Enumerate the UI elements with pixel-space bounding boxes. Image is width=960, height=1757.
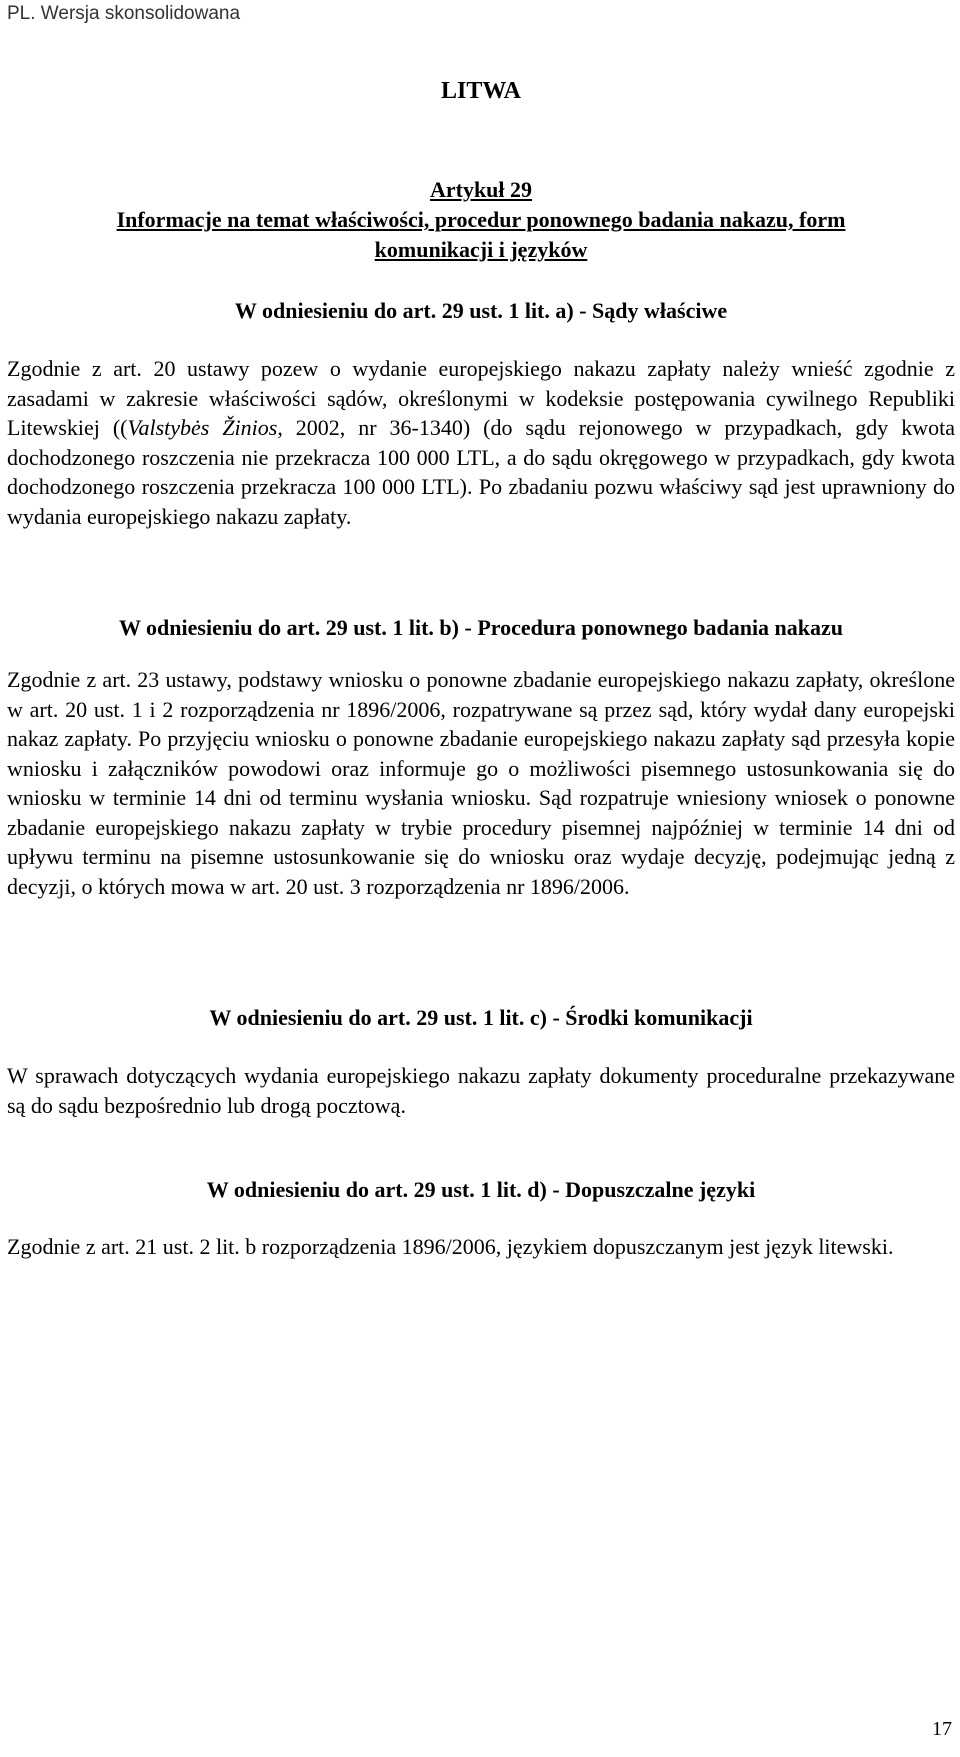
section-heading-accepted-languages: W odniesieniu do art. 29 ust. 1 lit. d) - Dopuszczalne języki xyxy=(206,1177,756,1202)
section-text-accepted-languages: Zgodnie z art. 21 ust. 2 lit. b rozporządzenia 1896/2006, językiem dopuszczanym jest język litewski. xyxy=(7,1234,894,1259)
section-text-competent-courts xyxy=(7,354,955,531)
text-segment: Zgodnie z art. 20 ustawy pozew o wydanie europejskiego nakazu zapłaty należy wnieść zgodnie z zasadami w zakresie właściwości sądów, określonymi w kodeksie postępowania cywilnego Republiki Litewskiej (( xyxy=(7,356,955,440)
section-heading-review-procedure: W odniesieniu do art. 29 ust. 1 lit. b) - Procedura ponownego badania nakazu xyxy=(118,615,844,640)
italic-source-title: Valstybės Žinios xyxy=(127,415,278,440)
consolidated-version-label: PL. Wersja skonsolidowana xyxy=(7,3,241,24)
page-number: 17 xyxy=(932,1718,952,1740)
text-segment: , 2002, nr 36-1340) (do sądu rejonowego w przypadkach, gdy kwota dochodzonego roszczenia nie przekracza 100 000 LTL, a do sądu okręgowego w przypadkach, gdy kwota dochodzonego roszczenia przekracza 100 000 LTL). Po zbadaniu pozwu właściwy sąd jest uprawniony do wydania europejskiego nakazu zapłaty. xyxy=(7,415,955,529)
section-heading-means-of-communication: W odniesieniu do art. 29 ust. 1 lit. c) - Środki komunikacji xyxy=(209,1005,753,1030)
article-number: Artykuł 29 xyxy=(429,177,533,202)
section-text-means-of-communication: W sprawach dotyczących wydania europejskiego nakazu zapłaty dokumenty proceduralne przekazywane są do sądu bezpośrednio lub drogą pocztową. xyxy=(7,1063,955,1118)
section-text-review-procedure: Zgodnie z art. 23 ustawy, podstawy wniosku o ponowne zbadanie europejskiego nakazu zapłaty, określone w art. 20 ust. 1 i 2 rozporządzenia nr 1896/2006, rozpatrywane są przez sąd, który wydał dany europejski nakaz zapłaty. Po przyjęciu wniosku o ponowne zbadanie europejskiego nakazu zapłaty sąd przesyła kopie wniosku i załączników powodowi oraz informuje go o możliwości pisemnego ustosunkowania się do wniosku w terminie 14 dni od terminu wysłania wniosku. Sąd rozpatruje wniesiony wniosek o ponowne zbadanie europejskiego nakazu zapłaty w trybie procedury pisemnej najpóźniej w terminie 14 dni od upływu terminu na pisemne ustosunkowanie się do wniosku oraz wydaje decyzję, podejmując jedną z decyzji, o których mowa w art. 20 ust. 3 rozporządzenia nr 1896/2006. xyxy=(7,667,955,899)
country-title: LITWA xyxy=(440,78,522,104)
article-subject-line-1: Informacje na temat właściwości, procedur ponownego badania nakazu, form xyxy=(116,207,846,232)
article-title xyxy=(7,175,955,265)
section-heading-competent-courts: W odniesieniu do art. 29 ust. 1 lit. a) - Sądy właściwe xyxy=(234,298,728,323)
article-subject-line-2: komunikacji i języków xyxy=(374,237,588,262)
